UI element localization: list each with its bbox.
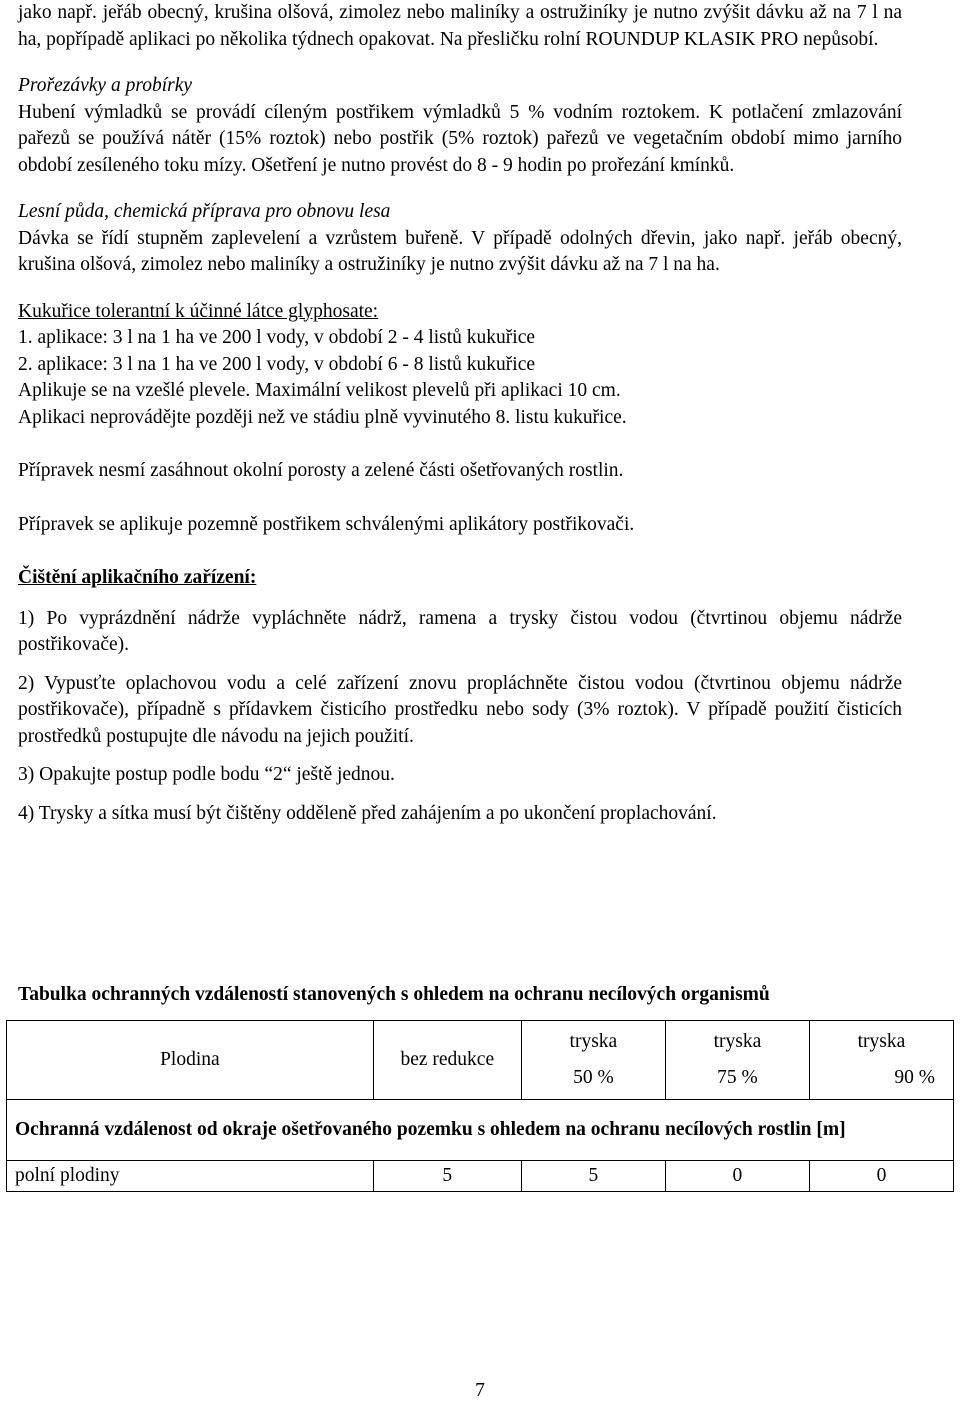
section-heading-thinning: Prořezávky a probírky [18,75,193,96]
maize-line-3: Aplikuje se na vzešlé plevele. Maximální velikost plevelů při aplikaci 10 cm. [18,380,621,401]
table-title: Tabulka ochranných vzdáleností stanovených s ohledem na ochranu necílových organismů [18,984,770,1005]
table-subheader-row [7,1100,954,1161]
header-nozzle-75 [665,1021,809,1100]
document-page [18,0,902,827]
cleaning-step-4: 4) Trysky a sítka musí být čištěny odděleně před zahájením a po ukončení proplachování. [18,802,717,824]
cleaning-step-2: 2) Vypusťte oplachovou vodu a celé zařízení znovu propláchněte čistou vodou (čtvrtinou objemu nádrže postřikovače), případně s přídavkem čisticího prostředku nebo sody (3% roztok). V případě použití čisticích prostředků postupujte dle návodu na jejich použití. [18,672,902,747]
header-nozzle-50 [521,1021,665,1100]
row-value-90: 0 [809,1161,953,1192]
section-text-thinning: Hubení výmladků se provádí cíleným postřikem výmladků 5 % vodním roztokem. K potlačení zmlazování pařezů se používá nátěr (15% roztok) nebo postřik (5% roztok) pařezů ve vegetačním období mimo jarního období zesíleného toku mízy. Ošetření je nutno provést do 8 - 9 hodin po prořezání kmínků. [18,101,902,176]
nozzle-label: tryska [569,1030,618,1052]
row-value-75: 0 [665,1161,809,1192]
table-row [7,1161,954,1192]
cleaning-step-1: 1) Po vyprázdnění nádrže vypláchněte nádrž, ramena a trysky čistou vodou (čtvrtinou objemu nádrže postřikovače). [18,607,902,655]
table-header-row [7,1021,954,1100]
row-value-50: 5 [521,1161,665,1192]
maize-line-2: 2. aplikace: 3 l na 1 ha ve 200 l vody, v období 6 - 8 listů kukuřice [18,353,536,375]
section-text-forest-soil: Dávka se řídí stupněm zaplevelení a vzrůstem buřeně. V případě odolných dřevin, jako např. jeřáb obecný, krušina olšová, zimolez nebo maliníky a ostružiníky je nutno zvýšit dávku až na 7 l na ha. [18,227,902,275]
row-crop: polní plodiny [7,1161,374,1192]
section-heading-maize: Kukuřice tolerantní k účinné látce glyphosate: [18,300,379,322]
nozzle-percent: 75 % [717,1067,758,1088]
nozzle-label: tryska [713,1030,762,1052]
row-value-no-reduction: 5 [373,1161,521,1192]
nozzle-percent: 50 % [573,1067,614,1088]
application-paragraph: Přípravek se aplikuje pozemně postřikem schválenými aplikátory postřikovači. [18,513,635,535]
cleaning-heading: Čištění aplikačního zařízení: [18,567,257,588]
nozzle-label: tryska [857,1030,906,1052]
protection-distance-table [6,1020,954,1192]
page-number: 7 [475,1380,485,1401]
maize-line-1: 1. aplikace: 3 l na 1 ha ve 200 l vody, v období 2 - 4 listů kukuřice [18,327,536,348]
drift-warning-paragraph: Přípravek nesmí zasáhnout okolní porosty a zelené části ošetřovaných rostlin. [18,460,624,481]
nozzle-percent: 90 % [894,1067,935,1088]
header-no-reduction: bez redukce [373,1021,521,1100]
header-nozzle-90 [809,1021,953,1100]
cleaning-step-3: 3) Opakujte postup podle bodu “2“ ještě jednou. [18,764,395,785]
intro-paragraph: jako např. jeřáb obecný, krušina olšová, zimolez nebo maliníky a ostružiníky je nutno zvýšit dávku až na 7 l na ha, popřípadě aplikaci po několika týdnech opakovat. Na přesličku rolní ROUNDUP KLASIK PRO nepůsobí. [18,2,902,50]
header-crop: Plodina [7,1021,374,1100]
maize-line-4: Aplikaci neprovádějte později než ve stádiu plně vyvinutého 8. listu kukuřice. [18,406,627,428]
section-heading-forest-soil: Lesní půda, chemická příprava pro obnovu lesa [18,201,391,222]
table-subheader: Ochranná vzdálenost od okraje ošetřovaného pozemku s ohledem na ochranu necílových rostlin [m] [7,1100,954,1161]
